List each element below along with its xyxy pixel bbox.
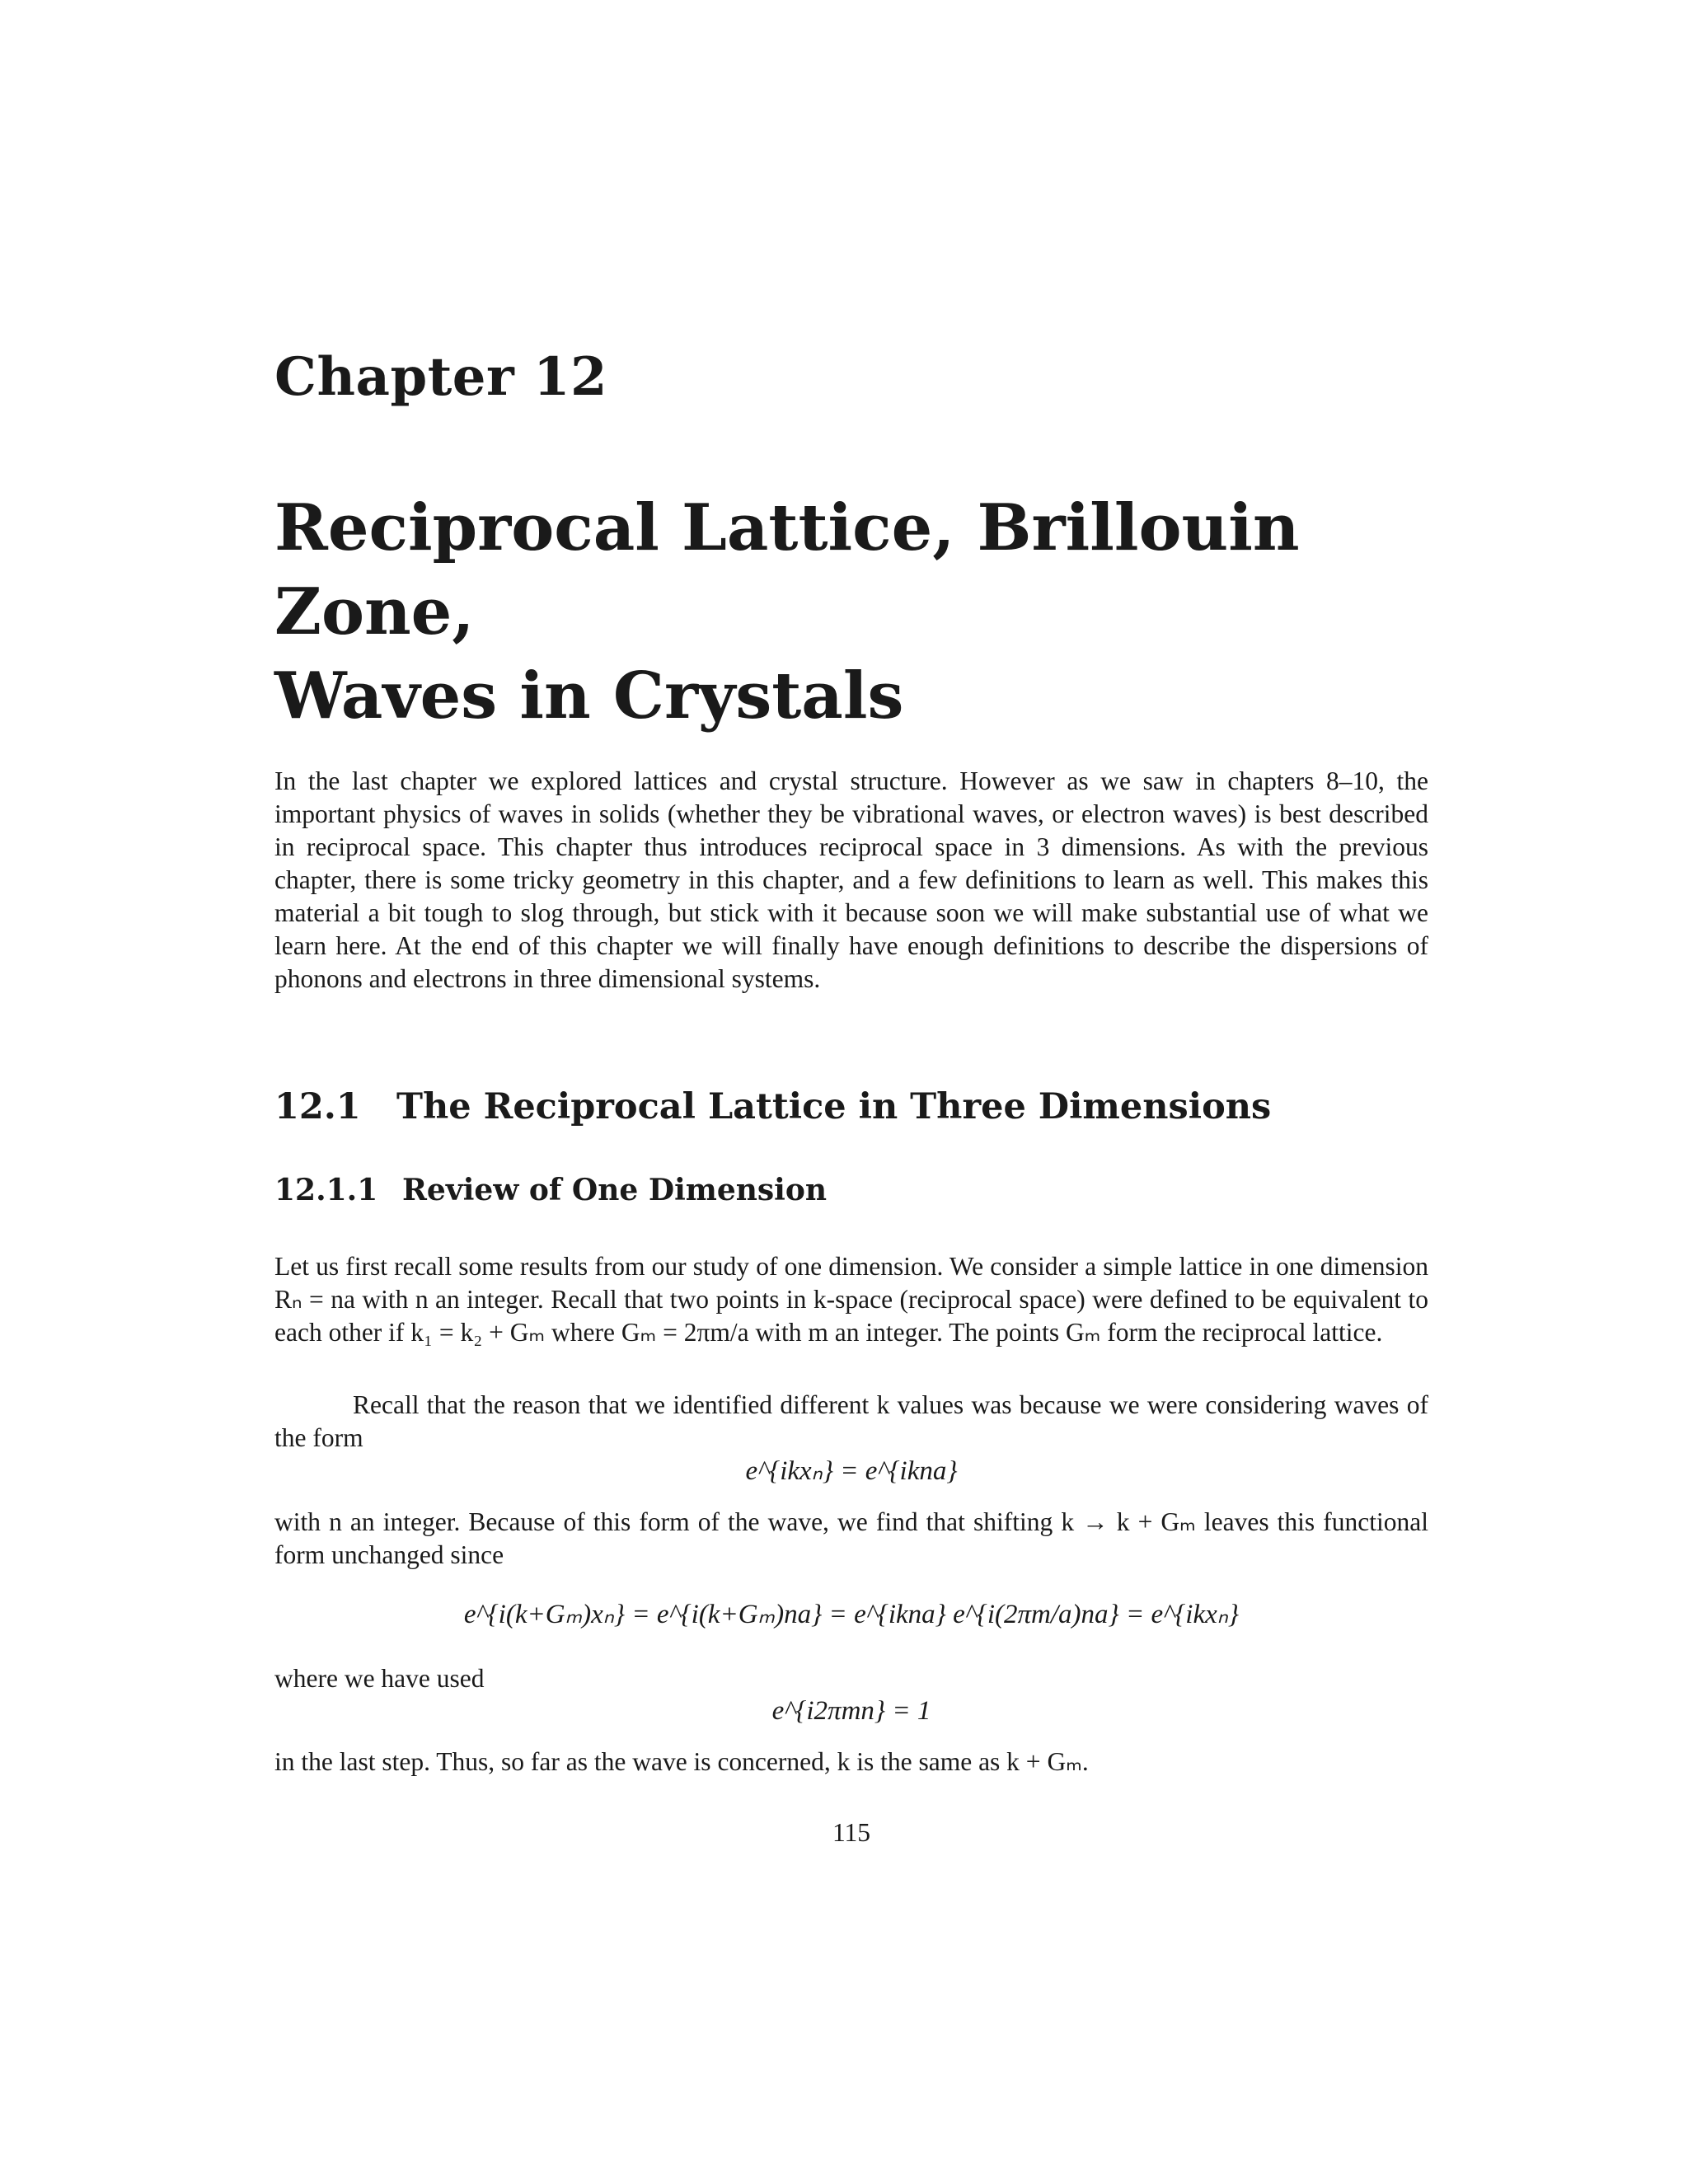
section-heading xyxy=(274,1086,1271,1127)
subsection-title: Review of One Dimension xyxy=(402,1173,828,1207)
paragraph-one-dimension-review: Let us first recall some results from our study of one dimension. We consider a simple lattice in one dimension Rₙ = na with n an integer. Recall that two points in k-space (reciprocal space) were defined to be equivalent to each other if k₁ = k₂ + Gₘ where Gₘ = 2πm/a with m an integer. The points Gₘ form the reciprocal lattice. xyxy=(274,1252,1428,1347)
paragraph-where-used: where we have used xyxy=(274,1664,485,1693)
chapter-title xyxy=(274,486,1428,738)
paragraph-shift-invariance: with n an integer. Because of this form of the wave, we find that shifting k → k + Gₘ leaves this functional form unchanged since xyxy=(274,1507,1428,1569)
section-title: The Reciprocal Lattice in Three Dimensions xyxy=(396,1086,1272,1127)
paragraph-wave-form: Recall that the reason that we identified different k values was because we were considering waves of the form xyxy=(274,1390,1428,1452)
chapter-label: Chapter 12 xyxy=(274,346,608,408)
chapter-title-line-2: Waves in Crystals xyxy=(274,658,904,733)
subsection-number: 12.1.1 xyxy=(274,1173,378,1207)
equation-identity: e^{i2πmn} = 1 xyxy=(771,1696,931,1726)
equation-wave-form: e^{ikxₙ} = e^{ikna} xyxy=(745,1456,958,1486)
subsection-heading xyxy=(274,1173,827,1207)
page-number: 115 xyxy=(832,1818,871,1847)
paragraph-conclusion: in the last step. Thus, so far as the wave is concerned, k is the same as k + Gₘ. xyxy=(274,1747,1089,1776)
page xyxy=(274,0,1428,2184)
section-number: 12.1 xyxy=(274,1086,361,1127)
equation-shift: e^{i(k+Gₘ)xₙ} = e^{i(k+Gₘ)na} = e^{ikna} e^{i(2πm/a)na} = e^{ikxₙ} xyxy=(463,1600,1240,1629)
chapter-title-line-1: Reciprocal Lattice, Brillouin Zone, xyxy=(274,490,1300,649)
intro-paragraph: In the last chapter we explored lattices and crystal structure. However as we saw in chapters 8–10, the important physics of waves in solids (whether they be vibrational waves, or electron waves) is best described in reciprocal space. This chapter thus introduces reciprocal space in 3 dimensions. As with the previous chapter, there is some tricky geometry in this chapter, and a few definitions to learn as well. This makes this material a bit tough to slog through, but stick with it because soon we will make substantial use of what we learn here. At the end of this chapter we will finally have enough definitions to describe the dispersions of phonons and electrons in three dimensional systems. xyxy=(274,766,1428,993)
